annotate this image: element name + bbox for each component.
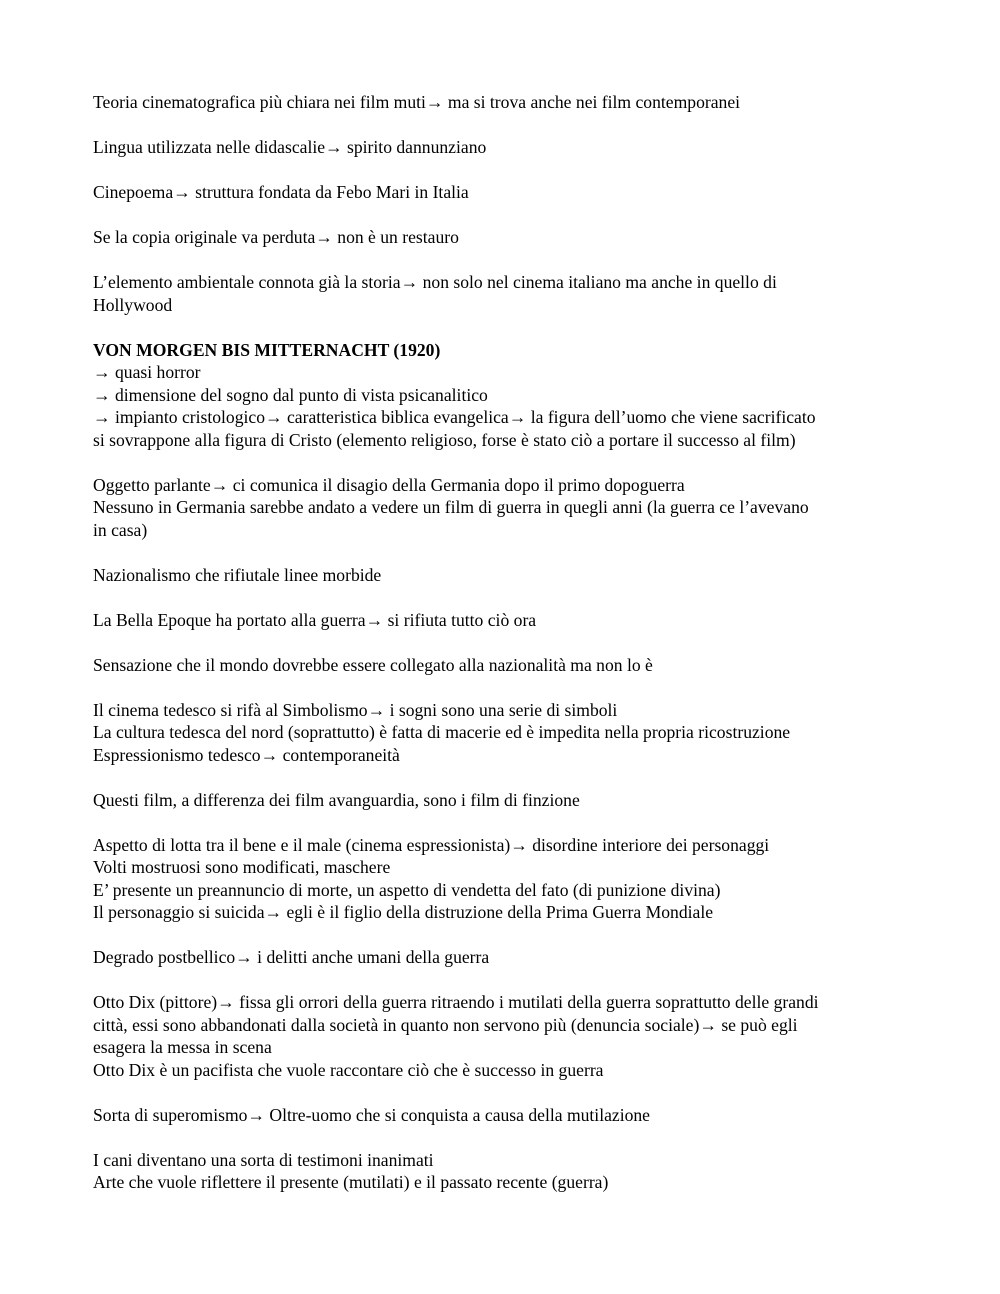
- text-line: Volti mostruosi sono modificati, maschere: [93, 857, 391, 877]
- paragraph: [93, 226, 923, 249]
- paragraph: [93, 1149, 923, 1194]
- text-line: Se la copia originale va perduta→ non è un restauro: [93, 227, 459, 247]
- text-line: Otto Dix è un pacifista che vuole raccontare ciò che è successo in guerra: [93, 1059, 604, 1080]
- text-line: Hollywood: [93, 294, 173, 315]
- paragraph: [93, 564, 923, 587]
- text-line: La Bella Epoque ha portato alla guerra→ si rifiuta tutto ciò ora: [93, 609, 537, 630]
- paragraph: [93, 91, 923, 114]
- text-line: I cani diventano una sorta di testimoni inanimati: [93, 1149, 434, 1170]
- text-line: Espressionismo tedesco→ contemporaneità: [93, 744, 400, 765]
- text-line: Il cinema tedesco si rifà al Simbolismo→ i sogni sono una serie di simboli: [93, 699, 618, 720]
- text-line: si sovrappone alla figura di Cristo (elemento religioso, forse è stato ciò a portare il successo al film): [93, 429, 796, 450]
- paragraph: [93, 991, 923, 1081]
- text-line: Otto Dix (pittore)→ fissa gli orrori della guerra ritraendo i mutilati della guerra soprattutto delle grandi: [93, 992, 819, 1012]
- text-line: Cinepoema→ struttura fondata da Febo Mari in Italia: [93, 182, 469, 202]
- text-line: Degrado postbellico→ i delitti anche umani della guerra: [93, 947, 490, 967]
- paragraph: [93, 789, 923, 812]
- text-line: La cultura tedesca del nord (soprattutto) è fatta di macerie ed è impedita nella propria ricostruzione: [93, 722, 791, 742]
- paragraph: [93, 609, 923, 632]
- document-page: [93, 91, 923, 1216]
- text-line: → quasi horror: [93, 362, 201, 382]
- text-line: città, essi sono abbandonati dalla società in quanto non servono più (denuncia sociale)→ se può egli: [93, 1014, 798, 1035]
- text-line: in casa): [93, 519, 148, 540]
- text-line: → dimensione del sogno dal punto di vista psicanalitico: [93, 384, 488, 405]
- text-line: Questi film, a differenza dei film avanguardia, sono i film di finzione: [93, 789, 580, 810]
- paragraph: [93, 339, 923, 452]
- text-line: Nazionalismo che rifiutale linee morbide: [93, 564, 382, 585]
- section-heading: VON MORGEN BIS MITTERNACHT (1920): [93, 339, 441, 360]
- paragraph: [93, 699, 923, 767]
- text-line: esagera la messa in scena: [93, 1037, 272, 1057]
- text-line: L’elemento ambientale connota già la storia→ non solo nel cinema italiano ma anche in quello di: [93, 272, 777, 292]
- text-line: Sensazione che il mondo dovrebbe essere collegato alla nazionalità ma non lo è: [93, 654, 653, 675]
- text-line: Teoria cinematografica più chiara nei film muti→ ma si trova anche nei film contemporanei: [93, 92, 741, 112]
- text-line: Arte che vuole riflettere il presente (mutilati) e il passato recente (guerra): [93, 1172, 609, 1192]
- text-line: Lingua utilizzata nelle didascalie→ spirito dannunziano: [93, 137, 487, 157]
- paragraph: [93, 834, 923, 924]
- text-line: → impianto cristologico→ caratteristica biblica evangelica→ la figura dell’uomo che viene sacrificato: [93, 407, 816, 427]
- text-line: Il personaggio si suicida→ egli è il figlio della distruzione della Prima Guerra Mondiale: [93, 902, 714, 922]
- text-line: Aspetto di lotta tra il bene e il male (cinema espressionista)→ disordine interiore dei personaggi: [93, 834, 770, 855]
- paragraph: [93, 1104, 923, 1127]
- text-line: E’ presente un preannuncio di morte, un aspetto di vendetta del fato (di punizione divina): [93, 879, 721, 900]
- paragraph: [93, 271, 923, 316]
- paragraph: [93, 654, 923, 677]
- text-line: Nessuno in Germania sarebbe andato a vedere un film di guerra in quegli anni (la guerra ce l’avevano: [93, 497, 809, 517]
- paragraph: [93, 181, 923, 204]
- paragraph: [93, 474, 923, 542]
- text-line: Oggetto parlante→ ci comunica il disagio della Germania dopo il primo dopoguerra: [93, 474, 685, 495]
- paragraph: [93, 946, 923, 969]
- text-line: Sorta di superomismo→ Oltre-uomo che si conquista a causa della mutilazione: [93, 1104, 650, 1125]
- paragraph: [93, 136, 923, 159]
